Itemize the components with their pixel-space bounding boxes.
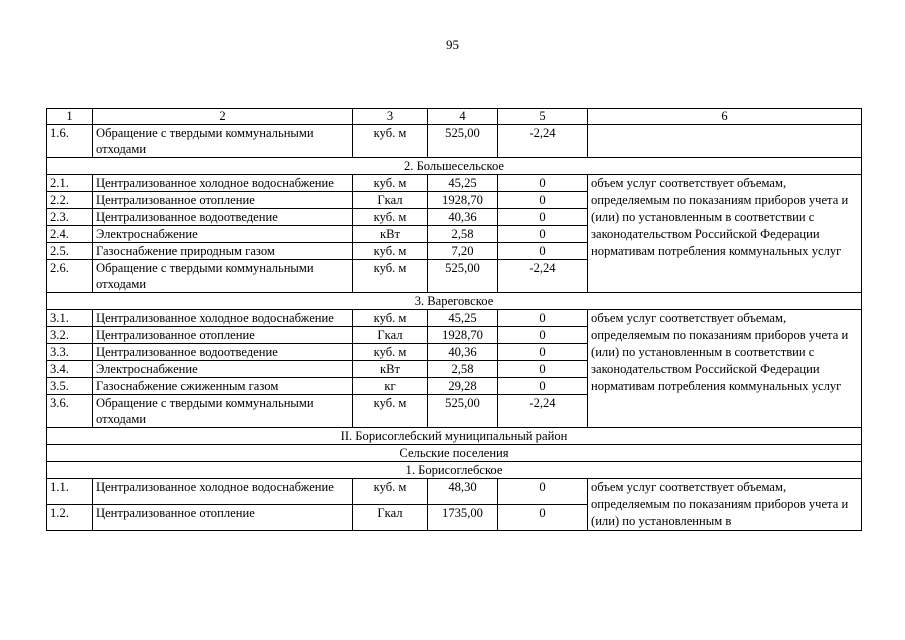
row-number: 2.4. [47, 226, 93, 243]
value-cell: 45,25 [428, 310, 498, 327]
row-number: 2.3. [47, 209, 93, 226]
service-name: Централизованное отопление [93, 327, 353, 344]
service-name: Электроснабжение [93, 361, 353, 378]
header-cell: 2 [93, 109, 353, 125]
section-row [47, 158, 862, 175]
service-name: Обращение с твердыми коммунальными отходами [93, 260, 353, 293]
value-cell: 7,20 [428, 243, 498, 260]
row-number: 3.4. [47, 361, 93, 378]
value-cell: 29,28 [428, 378, 498, 395]
note-cell-empty [588, 125, 862, 158]
section-row [47, 293, 862, 310]
value-cell: 45,25 [428, 175, 498, 192]
row-number: 2.1. [47, 175, 93, 192]
section-row [47, 428, 862, 445]
unit-cell: Гкал [353, 505, 428, 531]
unit-cell: куб. м [353, 243, 428, 260]
service-name: Газоснабжение сжиженным газом [93, 378, 353, 395]
service-name: Обращение с твердыми коммунальными отходами [93, 395, 353, 428]
change-cell: -2,24 [498, 125, 588, 158]
note-cell: объем услуг соответствует объемам, определяемым по показаниям приборов учета и (или) по установленным в соответствии с законодательством Российской Федерации нормативам потребления коммунальных услуг [588, 310, 862, 428]
service-name: Централизованное водоотведение [93, 344, 353, 361]
service-name: Централизованное холодное водоснабжение [93, 479, 353, 505]
unit-cell: Гкал [353, 192, 428, 209]
change-cell: 0 [498, 361, 588, 378]
unit-cell: Гкал [353, 327, 428, 344]
value-cell: 525,00 [428, 125, 498, 158]
section-title: 1. Борисоглебское [47, 462, 862, 479]
row-number: 2.5. [47, 243, 93, 260]
row-number: 3.5. [47, 378, 93, 395]
row-number: 1.2. [47, 505, 93, 531]
service-name: Централизованное холодное водоснабжение [93, 310, 353, 327]
value-cell: 2,58 [428, 361, 498, 378]
row-number: 2.6. [47, 260, 93, 293]
unit-cell: куб. м [353, 395, 428, 428]
unit-cell: куб. м [353, 209, 428, 226]
header-row [47, 109, 862, 125]
service-name: Обращение с твердыми коммунальными отходами [93, 125, 353, 158]
change-cell: 0 [498, 327, 588, 344]
value-cell: 525,00 [428, 260, 498, 293]
unit-cell: куб. м [353, 175, 428, 192]
change-cell: 0 [498, 226, 588, 243]
change-cell: 0 [498, 192, 588, 209]
section-row [47, 445, 862, 462]
service-name: Централизованное водоотведение [93, 209, 353, 226]
change-cell: 0 [498, 505, 588, 531]
header-cell: 1 [47, 109, 93, 125]
section-title: 2. Большесельское [47, 158, 862, 175]
change-cell: 0 [498, 344, 588, 361]
unit-cell: кВт [353, 226, 428, 243]
row-number: 3.6. [47, 395, 93, 428]
row-number: 1.1. [47, 479, 93, 505]
table-row [47, 125, 862, 158]
service-name: Централизованное отопление [93, 192, 353, 209]
header-cell: 6 [588, 109, 862, 125]
service-name: Централизованное холодное водоснабжение [93, 175, 353, 192]
header-cell: 5 [498, 109, 588, 125]
value-cell: 2,58 [428, 226, 498, 243]
row-number: 3.1. [47, 310, 93, 327]
change-cell: 0 [498, 378, 588, 395]
value-cell: 1928,70 [428, 327, 498, 344]
unit-cell: куб. м [353, 479, 428, 505]
settlement-type-title: Сельские поселения [47, 445, 862, 462]
value-cell: 1928,70 [428, 192, 498, 209]
note-cell: объем услуг соответствует объемам, определяемым по показаниям приборов учета и (или) по установленным в соответствии с законодательством Российской Федерации нормативам потребления коммунальных услуг [588, 175, 862, 293]
service-name: Централизованное отопление [93, 505, 353, 531]
unit-cell: куб. м [353, 125, 428, 158]
change-cell: -2,24 [498, 260, 588, 293]
section-row [47, 462, 862, 479]
value-cell: 525,00 [428, 395, 498, 428]
value-cell: 40,36 [428, 344, 498, 361]
header-cell: 3 [353, 109, 428, 125]
row-number: 2.2. [47, 192, 93, 209]
change-cell: 0 [498, 209, 588, 226]
row-number: 3.2. [47, 327, 93, 344]
page-number: 95 [446, 37, 459, 52]
table-row [47, 479, 862, 505]
value-cell: 40,36 [428, 209, 498, 226]
service-name: Газоснабжение природным газом [93, 243, 353, 260]
section-title: 3. Вареговское [47, 293, 862, 310]
change-cell: 0 [498, 310, 588, 327]
table-row [47, 310, 862, 327]
header-cell: 4 [428, 109, 498, 125]
unit-cell: куб. м [353, 310, 428, 327]
change-cell: 0 [498, 243, 588, 260]
tariff-table [46, 108, 862, 531]
value-cell: 1735,00 [428, 505, 498, 531]
table-row [47, 175, 862, 192]
service-name: Электроснабжение [93, 226, 353, 243]
unit-cell: куб. м [353, 344, 428, 361]
change-cell: 0 [498, 479, 588, 505]
change-cell: -2,24 [498, 395, 588, 428]
row-number: 1.6. [47, 125, 93, 158]
unit-cell: кг [353, 378, 428, 395]
row-number: 3.3. [47, 344, 93, 361]
unit-cell: куб. м [353, 260, 428, 293]
value-cell: 48,30 [428, 479, 498, 505]
unit-cell: кВт [353, 361, 428, 378]
change-cell: 0 [498, 175, 588, 192]
district-title: II. Борисоглебский муниципальный район [47, 428, 862, 445]
note-cell: объем услуг соответствует объемам, определяемым по показаниям приборов учета и (или) по установленным в [588, 479, 862, 531]
